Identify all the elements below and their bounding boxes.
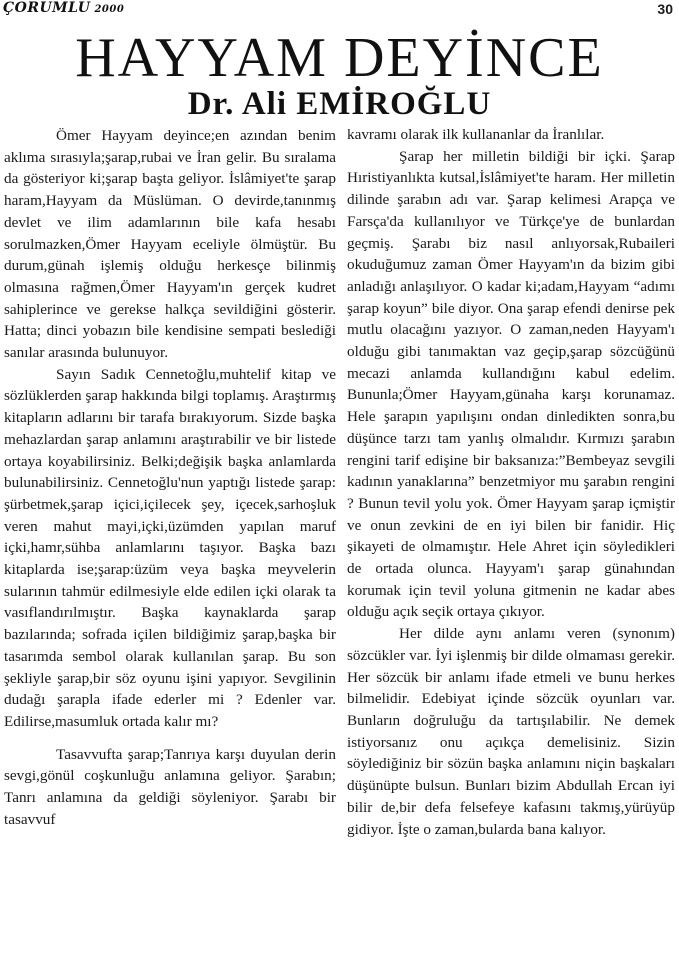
magazine-name: ÇORUMLU — [3, 0, 91, 16]
magazine-year: 2000 — [94, 4, 125, 15]
right-column — [347, 124, 675, 840]
magazine-header — [3, 0, 124, 16]
paragraph: Her dilde aynı anlamı veren (synonım) sözcükler var. İyi işlenmiş bir dilde olmaması gerekir. Her sözcük bir anlamı ifade etmeli ve bunu herkes bilmelidir. Edebiyat içinde sözcük oyunları var. Bunların doğruluğu da tartışılabilir. Ne demek istiyorsanız onu açıkça demelisiniz. Sizin söylediğiniz bir sözün başka anlamını niçin başkaları düşünüpte bulsun. Bunları bizim Abdullah Ercan iyi bilir de,bir defa felsefeye kafasını takmış,yürüyüp gidiyor. İşte o zaman,bularda bana kalıyor. — [347, 625, 675, 838]
paragraph: Tasavvufta şarap;Tanrıya karşı duyulan derin sevgi,gönül coşkunluğu anlamına geliyor. Şarabın; Tanrı anlamına da geldiği söyleniyor. Şarabı bir tasavvuf — [4, 745, 336, 828]
article-author: Dr. Ali EMİROĞLU — [187, 86, 492, 122]
page-number: 30 — [657, 1, 673, 17]
article-title: HAYYAM DEYİNCE — [75, 27, 604, 89]
paragraph: Şarap her milletin bildiği bir içki. Şarap Hıristiyanlıkta kutsal,İslâmiyet'te haram. Her milletin dilinde şarabın adı var. Şarap kelimesi Arapça ve Farsça'da kullanılıyor ve Türkçe'ye de bunlardan geçmiş. Şarabı biz nasıl anlıyorsak,Rubaileri okuduğumuz zaman Ömer Hayyam'ın da bizim gibi anladığı anlaşılıyor. O kadar ki;adam,Hayyam “adımı şarap koyun” bile diyor. Ona şarap efendi denirse pek mutlu olacağını yazıyor. O zaman,neden Hayyam'ı olduğu gibi tanımaktan vaz geçip,şarap sözcüğünü mecazi anlamda kullandığını kabul edelim. Bununla;Ömer Hayyam,günaha karşı korunamaz. Hele şarapın yapılışını ondan dinledikten sonra,bu düşünce tarzı tam yanlış olmalıdır. Kırmızı şarabın rengini tarif edişine bir baksanıza:”Bembeyaz sevgili kadının yanaklarına” benzetmiyor mu şarabın rengini ? Bunun tevil yolu yok. Ömer Hayyam şarap içmiştir ve onun zevkini de en iyi bilen bir fanidir. Hiç şikayeti de olmamıştır. Hele Ahret için söyledikleri de ortada olunca. Hayyam'ı şarap günahından korumak için tevil yoluna gitmenin ne kadar abes olduğu açık seçik ortaya çıkıyor. — [347, 147, 675, 621]
left-column — [4, 125, 336, 831]
paragraph: kavramı olarak ilk kullananlar da İranlılar. — [347, 126, 605, 143]
paragraph: Ömer Hayyam deyince;en azından benim aklıma sırasıyla;şarap,rubai ve İran gelir. Bu sıralama da gösteriyor ki;şarap başta geliyor. İslâmiyet'te şarap haram,Hayyam da Müslüman. O devirde,tanınmış devlet ve ilim adamlarının bile kafa hesabı sorulmazken,Ömer Hayyam eceliyle ölmüştür. Bu durum,günah işlemiş olduğu herkesçe bilinmiş olmasına rağmen,Ömer Hayyam'ın gerçek kudret sahiplerince ve gerekse halkça sevildiğini gösterir. Hatta; dinci yobazın bile kendisine sempati beslediği sanılar arasında bulunuyor. — [4, 127, 336, 362]
paragraph: Sayın Sadık Cennetoğlu,muhtelif kitap ve sözlüklerden şarap hakkında bilgi toplamış. Araştırmış kitapların adlarını bir tarafa bırakıyorum. Sizde başka mehazlardan şarap anlamını araştırabilir ve bir listede ortaya koyabilirsiniz. Belki;değişik başka anlamlarda bulunabilirsiniz. Cennetoğlu'nun yaptığı listede şarap: şürbetmek,şarap içici,içilecek şey, içecek,sarhoşluk veren mahut mayi,içki,üzümden yapılan maruf içki,hamr,sühba anlamlarını taşıyor. Başka bazı kitaplarda ise;şarap:üzüm veya başka meyvelerin sularının tahmür edilmesiyle elde edilen içki olarak ta vasıflandırılmıştır. Başka kaynaklarda şarap bazılarında; sofrada içilen bildiğimiz şarap,başka bir tasarımda sembol olarak kullanılan şarap. Bu son şekliyle şarap,bir söz oyunu işini yapıyor. Sevgilinin dudağı şarapla ifade ederler mi ? Edenler var. Edilirse,masumluk ortada kalır mı? — [4, 365, 336, 730]
